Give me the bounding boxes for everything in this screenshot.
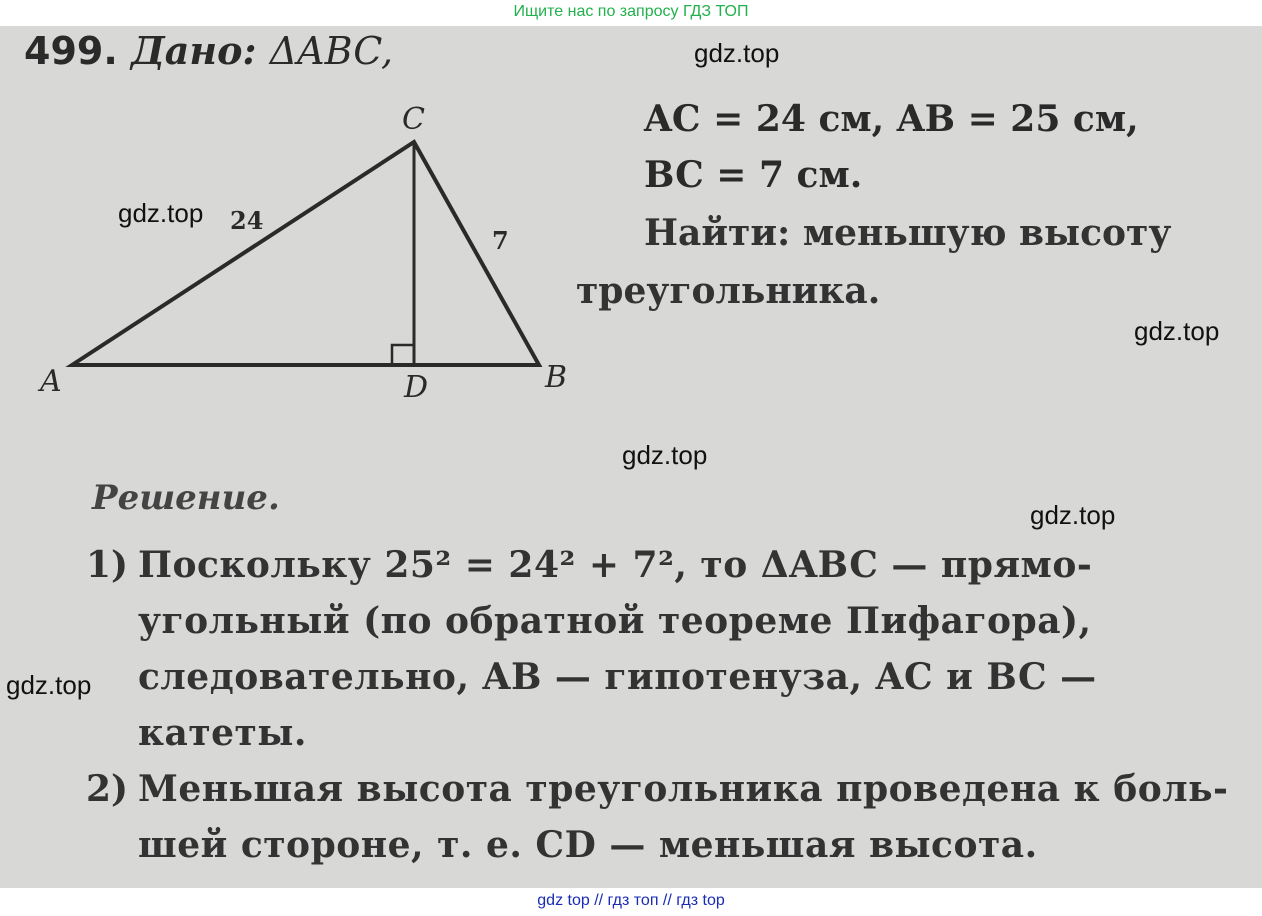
condition-line-1: AC = 24 см, AB = 25 см, <box>644 98 1139 140</box>
condition-line-2: BC = 7 см. <box>644 154 863 196</box>
triangle-abc <box>72 142 539 365</box>
step1-line-3: следовательно, AB — гипотенуза, AC и BC — <box>138 656 1097 698</box>
side-label-ac: 24 <box>230 206 264 235</box>
find-line-1: Найти: меньшую высоту <box>644 212 1172 254</box>
step2-line-2: шей стороне, т. е. CD — меньшая высота. <box>138 824 1038 866</box>
watermark: gdz.top <box>1134 316 1220 346</box>
vertex-label-c: C <box>402 102 425 137</box>
watermark: gdz.top <box>118 198 204 228</box>
bottom-footer <box>0 888 1262 916</box>
step2-number: 2) <box>86 768 129 810</box>
step2-line-1: Меньшая высота треугольника проведена к боль- <box>138 768 1229 810</box>
right-angle-mark <box>392 345 414 365</box>
top-banner <box>0 0 1262 26</box>
triangle-figure <box>0 26 620 426</box>
find-line-2: треугольника. <box>576 270 881 312</box>
solution-heading: Решение. <box>92 478 280 518</box>
vertex-label-a: A <box>40 364 62 399</box>
watermark: gdz.top <box>1030 500 1116 530</box>
step1-line-4: катеты. <box>138 712 307 754</box>
step1-line-1: Поскольку 25² = 24² + 7², то ΔABC — прямо- <box>138 544 1093 586</box>
vertex-label-d: D <box>404 370 429 405</box>
vertex-label-b: B <box>545 360 568 395</box>
footer-text: gdz top // гдз топ // гдз top <box>537 892 725 909</box>
watermark: gdz.top <box>622 440 708 470</box>
banner-text: Ищите нас по запросу ГДЗ ТОП <box>513 3 749 20</box>
textbook-page <box>0 26 1262 888</box>
step1-line-2: угольный (по обратной теореме Пифагора), <box>138 600 1092 642</box>
problem-number: 499. <box>24 29 118 73</box>
side-label-bc: 7 <box>492 226 509 255</box>
watermark: gdz.top <box>6 670 92 700</box>
watermark: gdz.top <box>694 38 780 68</box>
step1-number: 1) <box>86 544 129 586</box>
given-label: Дано: <box>131 28 257 73</box>
given-triangle: ΔABC, <box>269 29 394 73</box>
